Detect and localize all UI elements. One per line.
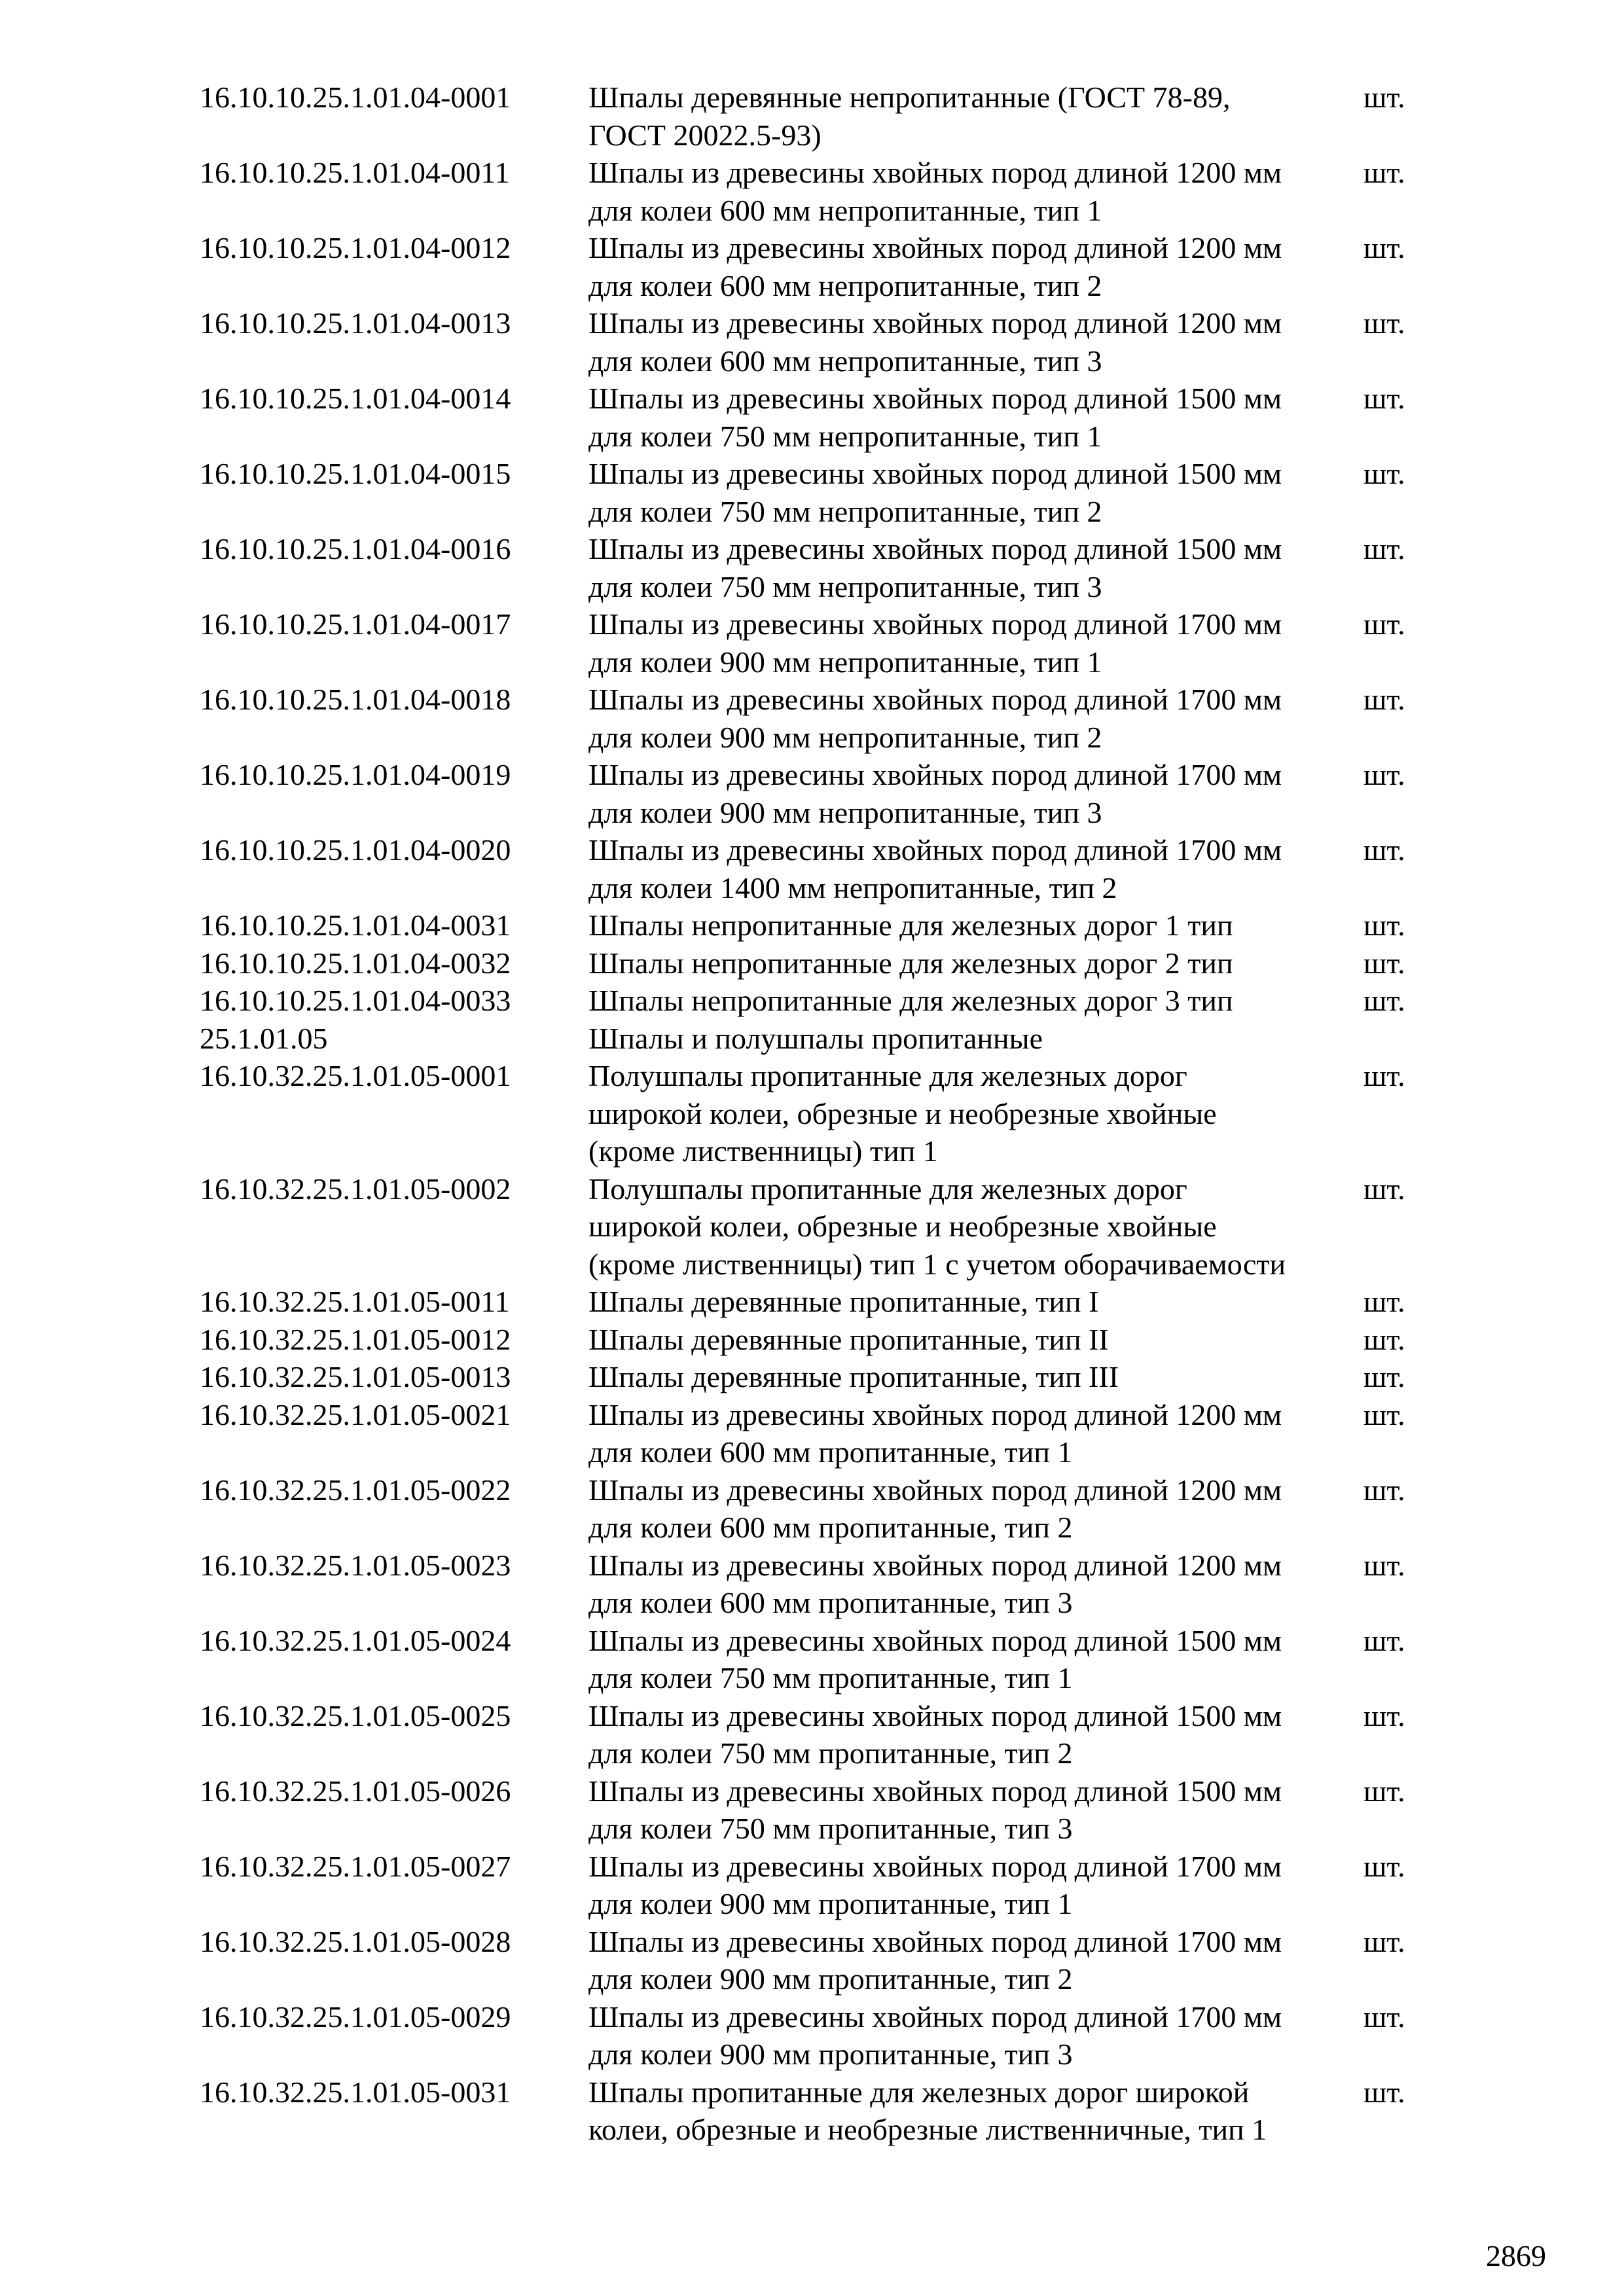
table-row bbox=[200, 1622, 1430, 1697]
table-row bbox=[200, 906, 1430, 944]
unit-of-measure: шт. bbox=[1363, 984, 1405, 1017]
resource-code: 16.10.32.25.1.01.05-0026 bbox=[200, 1774, 511, 1808]
resource-name-line: Полушпалы пропитанные для железных дорог bbox=[588, 1172, 1187, 1206]
resource-name bbox=[588, 1697, 1363, 1772]
resource-name bbox=[588, 681, 1363, 756]
resource-name-line: Полушпалы пропитанные для железных дорог bbox=[588, 1059, 1187, 1092]
resource-name-line: для колеи 900 мм пропитанные, тип 2 bbox=[588, 1962, 1073, 1996]
resource-code: 16.10.10.25.1.01.04-0020 bbox=[200, 833, 511, 867]
resource-name-line: Шпалы из древесины хвойных пород длиной 1200 мм bbox=[588, 1548, 1282, 1582]
resource-name bbox=[588, 229, 1363, 304]
resource-name-line: Шпалы непропитанные для железных дорог 1 тип bbox=[588, 908, 1233, 942]
resource-name-line: Шпалы из древесины хвойных пород длиной 1700 мм bbox=[588, 607, 1282, 641]
resource-name bbox=[588, 756, 1363, 831]
resource-name bbox=[588, 982, 1363, 1020]
resource-code: 16.10.32.25.1.01.05-0013 bbox=[200, 1360, 511, 1393]
resource-name bbox=[588, 1998, 1363, 2073]
resource-name-line: Шпалы непропитанные для железных дорог 2 тип bbox=[588, 946, 1233, 980]
resource-code: 16.10.32.25.1.01.05-0001 bbox=[200, 1059, 511, 1092]
resource-name-line: для колеи 600 мм непропитанные, тип 2 bbox=[588, 268, 1102, 302]
table-row bbox=[200, 605, 1430, 681]
resource-name bbox=[588, 944, 1363, 982]
resource-code: 16.10.32.25.1.01.05-0002 bbox=[200, 1172, 511, 1206]
resource-name bbox=[588, 530, 1363, 605]
table-row bbox=[200, 982, 1430, 1020]
unit-of-measure: шт. bbox=[1363, 1849, 1405, 1883]
resource-name-line: Шпалы деревянные непропитанные (ГОСТ 78-89, bbox=[588, 81, 1231, 114]
resource-name-line: для колеи 750 мм пропитанные, тип 1 bbox=[588, 1661, 1073, 1695]
table-row bbox=[200, 1358, 1430, 1396]
resource-code: 16.10.32.25.1.01.05-0012 bbox=[200, 1322, 511, 1356]
resource-name bbox=[588, 906, 1363, 944]
table-row bbox=[200, 2073, 1430, 2149]
resource-code: 16.10.10.25.1.01.04-0019 bbox=[200, 758, 511, 791]
resource-name bbox=[588, 1358, 1363, 1396]
resource-name-line: для колеи 900 мм непропитанные, тип 3 bbox=[588, 795, 1102, 829]
unit-of-measure: шт. bbox=[1363, 532, 1405, 565]
resource-name-line: Шпалы деревянные пропитанные, тип I bbox=[588, 1285, 1099, 1318]
resource-name-line: Шпалы из древесины хвойных пород длиной 1700 мм bbox=[588, 683, 1282, 716]
resource-name-line: широкой колеи, обрезные и необрезные хвойные bbox=[588, 1210, 1217, 1243]
unit-of-measure: шт. bbox=[1363, 81, 1405, 114]
resource-name-line: для колеи 900 мм непропитанные, тип 2 bbox=[588, 720, 1102, 754]
resource-name-line: для колеи 600 мм пропитанные, тип 1 bbox=[588, 1435, 1073, 1469]
resource-name bbox=[588, 1923, 1363, 1998]
resource-name-line: Шпалы из древесины хвойных пород длиной 1500 мм bbox=[588, 532, 1282, 565]
table-row bbox=[200, 1998, 1430, 2073]
resource-name-line: Шпалы из древесины хвойных пород длиной 1500 мм bbox=[588, 1698, 1282, 1732]
resource-name bbox=[588, 1396, 1363, 1471]
table-row bbox=[200, 1057, 1430, 1170]
resource-code: 16.10.32.25.1.01.05-0028 bbox=[200, 1924, 511, 1958]
table-row bbox=[200, 756, 1430, 831]
table-row bbox=[200, 1321, 1430, 1359]
resource-code: 16.10.10.25.1.01.04-0017 bbox=[200, 607, 511, 641]
table-row bbox=[200, 1923, 1430, 1998]
resource-name-line: Шпалы и полушпалы пропитанные bbox=[588, 1021, 1043, 1055]
resource-name-line: Шпалы из древесины хвойных пород длиной 1200 мм bbox=[588, 1397, 1282, 1431]
table-row bbox=[200, 1170, 1430, 1283]
table-row bbox=[200, 380, 1430, 455]
table-row bbox=[200, 229, 1430, 304]
resource-code: 16.10.32.25.1.01.05-0027 bbox=[200, 1849, 511, 1883]
unit-of-measure: шт. bbox=[1363, 231, 1405, 264]
resource-name bbox=[588, 304, 1363, 380]
resource-code: 16.10.32.25.1.01.05-0023 bbox=[200, 1548, 511, 1582]
resource-code: 16.10.32.25.1.01.05-0021 bbox=[200, 1397, 511, 1431]
resource-code: 16.10.10.25.1.01.04-0016 bbox=[200, 532, 511, 565]
resource-name bbox=[588, 831, 1363, 906]
resource-code: 16.10.10.25.1.01.04-0013 bbox=[200, 306, 511, 340]
table-row bbox=[200, 530, 1430, 605]
unit-of-measure: шт. bbox=[1363, 1059, 1405, 1092]
resource-name-line: для колеи 900 мм пропитанные, тип 3 bbox=[588, 2037, 1073, 2071]
unit-of-measure: шт. bbox=[1363, 946, 1405, 980]
resource-name-line: Шпалы пропитанные для железных дорог широкой bbox=[588, 2075, 1250, 2109]
unit-of-measure: шт. bbox=[1363, 1924, 1405, 1958]
unit-of-measure: шт. bbox=[1363, 683, 1405, 716]
resource-name-line: для колеи 1400 мм непропитанные, тип 2 bbox=[588, 870, 1117, 905]
resource-name bbox=[588, 455, 1363, 530]
resource-name bbox=[588, 154, 1363, 229]
resource-name-line: Шпалы деревянные пропитанные, тип III bbox=[588, 1360, 1119, 1393]
resource-code: 16.10.10.25.1.01.04-0012 bbox=[200, 231, 511, 264]
resource-name-line: для колеи 750 мм пропитанные, тип 2 bbox=[588, 1736, 1073, 1770]
resource-code: 16.10.10.25.1.01.04-0033 bbox=[200, 984, 511, 1017]
resource-name bbox=[588, 1057, 1363, 1170]
unit-of-measure: шт. bbox=[1363, 2075, 1405, 2109]
resource-name-line: для колеи 900 мм непропитанные, тип 1 bbox=[588, 645, 1102, 679]
resource-name-line: колеи, обрезные и необрезные лиственничные, тип 1 bbox=[588, 2113, 1267, 2146]
resource-name-line: для колеи 600 мм пропитанные, тип 2 bbox=[588, 1511, 1073, 1544]
resource-name-line: Шпалы из древесины хвойных пород длиной 1700 мм bbox=[588, 833, 1282, 867]
resource-name-line: Шпалы из древесины хвойных пород длиной 1200 мм bbox=[588, 306, 1282, 340]
resource-name-line: для колеи 750 мм пропитанные, тип 3 bbox=[588, 1812, 1073, 1845]
resource-name-line: для колеи 750 мм непропитанные, тип 2 bbox=[588, 494, 1102, 528]
unit-of-measure: шт. bbox=[1363, 1322, 1405, 1356]
unit-of-measure: шт. bbox=[1363, 833, 1405, 867]
unit-of-measure: шт. bbox=[1363, 1285, 1405, 1318]
resource-name-line: Шпалы из древесины хвойных пород длиной 1700 мм bbox=[588, 1849, 1282, 1883]
resource-code: 16.10.32.25.1.01.05-0024 bbox=[200, 1623, 511, 1657]
table-row bbox=[200, 1697, 1430, 1772]
table-row bbox=[200, 455, 1430, 530]
resource-name-line: для колеи 750 мм непропитанные, тип 3 bbox=[588, 569, 1102, 603]
table-row bbox=[200, 79, 1430, 154]
resource-name-line: (кроме лиственницы) тип 1 с учетом оборачиваемости bbox=[588, 1247, 1286, 1281]
unit-of-measure: шт. bbox=[1363, 306, 1405, 340]
resource-code: 16.10.10.25.1.01.04-0011 bbox=[200, 156, 510, 189]
unit-of-measure: шт. bbox=[1363, 607, 1405, 641]
resource-code: 16.10.32.25.1.01.05-0011 bbox=[200, 1285, 510, 1318]
resource-code: 16.10.32.25.1.01.05-0022 bbox=[200, 1473, 511, 1507]
table-row bbox=[200, 1772, 1430, 1848]
resource-name bbox=[588, 1848, 1363, 1923]
resource-code: 16.10.10.25.1.01.04-0031 bbox=[200, 908, 511, 942]
resource-name-line: Шпалы из древесины хвойных пород длиной 1500 мм bbox=[588, 382, 1282, 415]
resource-code: 16.10.10.25.1.01.04-0014 bbox=[200, 382, 511, 415]
table-row bbox=[200, 831, 1430, 906]
resource-name-line: Шпалы из древесины хвойных пород длиной 1200 мм bbox=[588, 156, 1282, 189]
table-row bbox=[200, 1848, 1430, 1923]
resource-code: 16.10.32.25.1.01.05-0031 bbox=[200, 2075, 511, 2109]
resource-code: 25.1.01.05 bbox=[200, 1021, 328, 1055]
resource-code: 16.10.32.25.1.01.05-0029 bbox=[200, 2000, 511, 2034]
unit-of-measure: шт. bbox=[1363, 1698, 1405, 1732]
table-row bbox=[200, 1471, 1430, 1547]
resource-name-line: Шпалы из древесины хвойных пород длиной 1200 мм bbox=[588, 231, 1282, 264]
unit-of-measure: шт. bbox=[1363, 1397, 1405, 1431]
unit-of-measure: шт. bbox=[1363, 1172, 1405, 1206]
resource-code: 16.10.10.25.1.01.04-0018 bbox=[200, 683, 511, 716]
resource-code: 16.10.10.25.1.01.04-0001 bbox=[200, 81, 511, 114]
table-row bbox=[200, 154, 1430, 229]
resource-name bbox=[588, 1547, 1363, 1622]
table-row bbox=[200, 944, 1430, 982]
resource-name-line: Шпалы из древесины хвойных пород длиной 1700 мм bbox=[588, 1924, 1282, 1958]
page-number: 2869 bbox=[1486, 2239, 1546, 2272]
resource-name bbox=[588, 79, 1363, 154]
unit-of-measure: шт. bbox=[1363, 758, 1405, 791]
table-row bbox=[200, 1283, 1430, 1321]
resource-name-line: Шпалы из древесины хвойных пород длиной 1700 мм bbox=[588, 758, 1282, 791]
table-row bbox=[200, 1547, 1430, 1622]
resource-name-line: для колеи 600 мм непропитанные, тип 1 bbox=[588, 193, 1102, 227]
unit-of-measure: шт. bbox=[1363, 2000, 1405, 2034]
resource-name bbox=[588, 380, 1363, 455]
resource-name-line: для колеи 600 мм непропитанные, тип 3 bbox=[588, 344, 1102, 378]
resource-name-line: широкой колеи, обрезные и необрезные хвойные bbox=[588, 1096, 1217, 1130]
resource-name-line: для колеи 900 мм пропитанные, тип 1 bbox=[588, 1887, 1073, 1920]
resource-code: 16.10.10.25.1.01.04-0015 bbox=[200, 457, 511, 490]
resource-name bbox=[588, 605, 1363, 681]
resource-table bbox=[200, 79, 1430, 2149]
resource-name-line: Шпалы из древесины хвойных пород длиной 1500 мм bbox=[588, 457, 1282, 490]
table-row bbox=[200, 1020, 1430, 1058]
resource-name-line: Шпалы из древесины хвойных пород длиной 1500 мм bbox=[588, 1774, 1282, 1808]
resource-name-line: ГОСТ 20022.5-93) bbox=[588, 118, 821, 152]
unit-of-measure: шт. bbox=[1363, 1360, 1405, 1393]
unit-of-measure: шт. bbox=[1363, 457, 1405, 490]
resource-name bbox=[588, 1772, 1363, 1848]
resource-name bbox=[588, 2073, 1363, 2149]
resource-name bbox=[588, 1170, 1363, 1283]
unit-of-measure: шт. bbox=[1363, 1473, 1405, 1507]
table-row bbox=[200, 1396, 1430, 1471]
unit-of-measure: шт. bbox=[1363, 1774, 1405, 1808]
resource-code: 16.10.10.25.1.01.04-0032 bbox=[200, 946, 511, 980]
resource-name-line: для колеи 600 мм пропитанные, тип 3 bbox=[588, 1586, 1073, 1619]
resource-name bbox=[588, 1283, 1363, 1321]
unit-of-measure: шт. bbox=[1363, 1548, 1405, 1582]
resource-name bbox=[588, 1622, 1363, 1697]
resource-name-line: Шпалы из древесины хвойных пород длиной 1700 мм bbox=[588, 2000, 1282, 2034]
resource-name bbox=[588, 1020, 1363, 1058]
resource-name-line: Шпалы из древесины хвойных пород длиной 1200 мм bbox=[588, 1473, 1282, 1507]
resource-code: 16.10.32.25.1.01.05-0025 bbox=[200, 1698, 511, 1732]
unit-of-measure: шт. bbox=[1363, 382, 1405, 415]
resource-name-line: Шпалы непропитанные для железных дорог 3 тип bbox=[588, 984, 1233, 1017]
resource-name-line: (кроме лиственницы) тип 1 bbox=[588, 1134, 938, 1168]
resource-name bbox=[588, 1471, 1363, 1547]
resource-name bbox=[588, 1321, 1363, 1359]
unit-of-measure: шт. bbox=[1363, 1623, 1405, 1657]
resource-name-line: для колеи 750 мм непропитанные, тип 1 bbox=[588, 419, 1102, 453]
resource-name-line: Шпалы деревянные пропитанные, тип II bbox=[588, 1322, 1109, 1356]
unit-of-measure: шт. bbox=[1363, 156, 1405, 189]
table-row bbox=[200, 304, 1430, 380]
resource-name-line: Шпалы из древесины хвойных пород длиной 1500 мм bbox=[588, 1623, 1282, 1657]
unit-of-measure: шт. bbox=[1363, 908, 1405, 942]
table-row bbox=[200, 681, 1430, 756]
